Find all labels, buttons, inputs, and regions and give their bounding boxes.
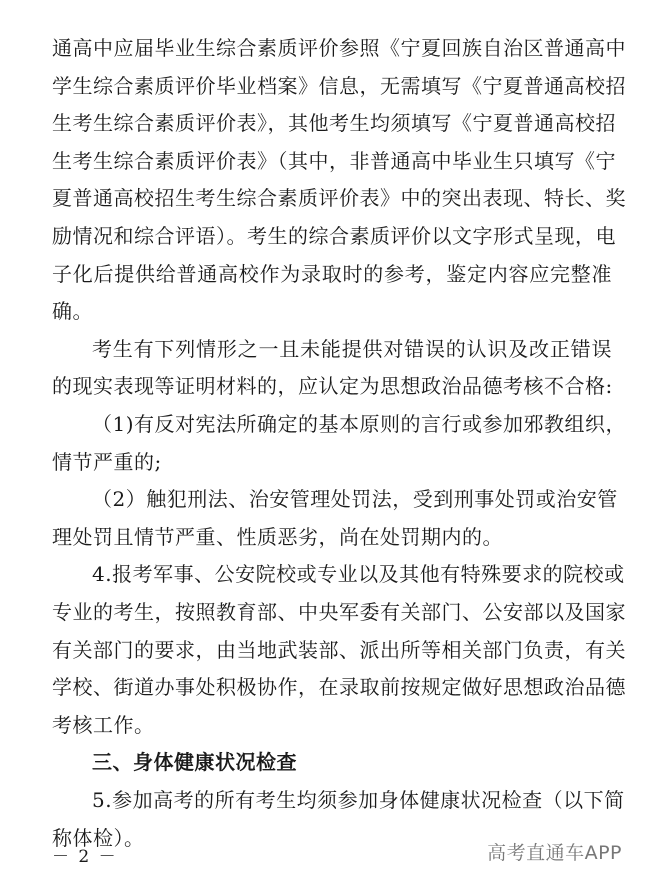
- text-line: 5.参加高考的所有考生均须参加身体健康状况检查（以下简: [92, 788, 625, 812]
- text-line: 确。: [52, 299, 93, 323]
- text-line: 称体检）。: [52, 826, 145, 850]
- text-line: 专业的考生，按照教育部、中央军委有关部门、公安部以及国家: [52, 600, 626, 624]
- text-line: 励情况和综合评语）。考生的综合素质评价以文字形式呈现，电: [52, 224, 616, 248]
- text-line: （1)有反对宪法所确定的基本原则的言行或参加邪教组织，: [92, 412, 627, 436]
- text-line: 理处罚且情节严重、性质恶劣，尚在处罚期内的。: [52, 525, 503, 549]
- text-line: 生考生综合素质评价表》，其他考生均须填写《宁夏普通高校招: [52, 111, 616, 135]
- section-heading: 三、身体健康状况检查: [92, 750, 297, 774]
- page-number: － 2 －: [52, 847, 118, 867]
- text-line: 通高中应届毕业生综合素质评价参照《宁夏回族自治区普通高中: [52, 36, 626, 60]
- text-line: 考生有下列情形之一且未能提供对错误的认识及改正错误: [92, 337, 612, 361]
- text-line: （2）触犯刑法、治安管理处罚法，受到刑事处罚或治安管: [92, 487, 618, 511]
- text-line: 考核工作。: [52, 713, 155, 737]
- text-line: 夏普通高校招生考生综合素质评价表》中的突出表现、特长、奖: [52, 186, 626, 210]
- text-line: 子化后提供给普通高校作为录取时的参考，鉴定内容应完整准: [52, 262, 612, 286]
- text-line: 的现实表现等证明材料的，应认定为思想政治品德考核不合格:: [52, 374, 613, 398]
- text-line: 4.报考军事、公安院校或专业以及其他有特殊要求的院校或: [92, 562, 625, 586]
- text-line: 有关部门的要求，由当地武装部、派出所等相关部门负责，有关: [52, 638, 626, 662]
- text-line: 情节严重的;: [52, 450, 162, 474]
- text-line: 学生综合素质评价毕业档案》信息，无需填写《宁夏普通高校招: [52, 74, 626, 98]
- text-line: 学校、街道办事处积极协作，在录取前按规定做好思想政治品德: [52, 675, 626, 699]
- text-line: 生考生综合素质评价表》（其中，非普通高中毕业生只填写《宁: [52, 149, 616, 173]
- watermark-text: 高考直通车APP: [487, 842, 622, 864]
